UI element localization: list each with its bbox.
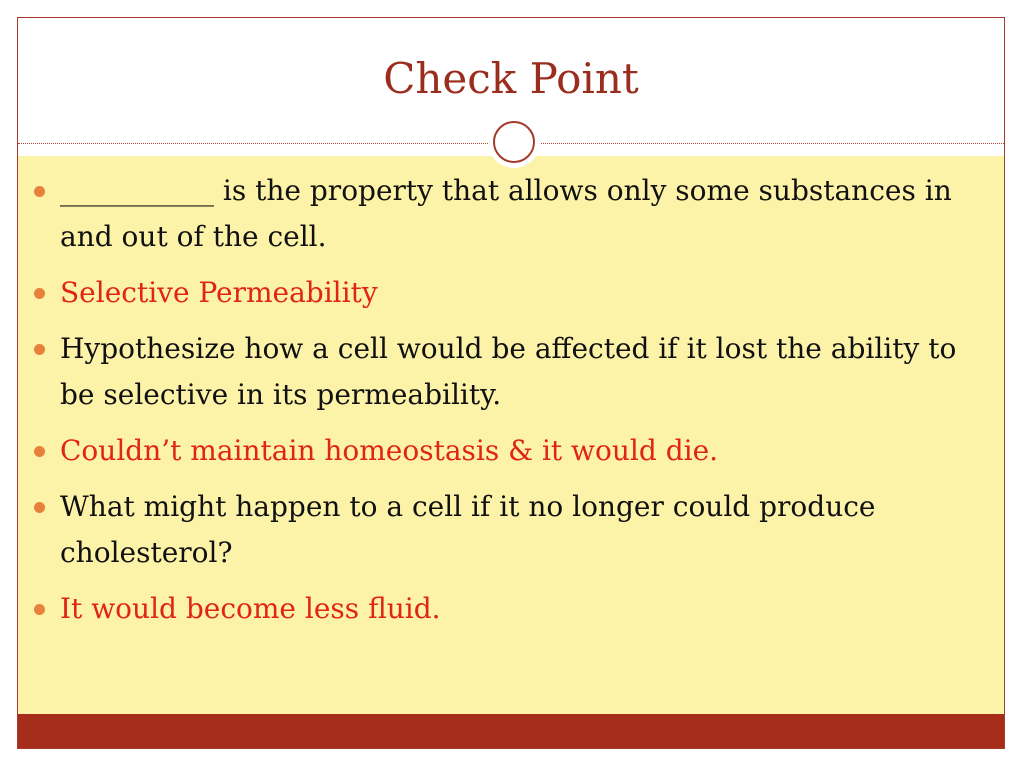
ring-ornament-inner (493, 121, 535, 163)
bullet-item (32, 586, 962, 632)
bullet-dot-icon (34, 446, 45, 457)
bullet-dot-icon (34, 604, 45, 615)
bullet-text: It would become less fluid. (60, 592, 441, 625)
slide-title: Check Point (383, 54, 639, 103)
bullet-dot-icon (34, 344, 45, 355)
ring-ornament-icon (488, 116, 540, 168)
bullet-list (32, 168, 962, 642)
bullet-item (32, 168, 962, 260)
bullet-item (32, 484, 962, 576)
bullet-text: ___________ is the property that allows only some substances in and out of the cell. (60, 174, 952, 253)
bullet-text: Selective Permeability (60, 276, 378, 309)
footer-bar (18, 714, 1004, 748)
bullet-text: What might happen to a cell if it no longer could produce cholesterol? (60, 490, 876, 569)
bullet-text: Couldn’t maintain homeostasis & it would die. (60, 434, 719, 467)
bullet-dot-icon (34, 502, 45, 513)
bullet-text: Hypothesize how a cell would be affected if it lost the ability to be selective in its permeability. (60, 332, 957, 411)
bullet-item (32, 270, 962, 316)
bullet-dot-icon (34, 186, 45, 197)
bullet-item (32, 326, 962, 418)
bullet-item (32, 428, 962, 474)
bullet-dot-icon (34, 288, 45, 299)
